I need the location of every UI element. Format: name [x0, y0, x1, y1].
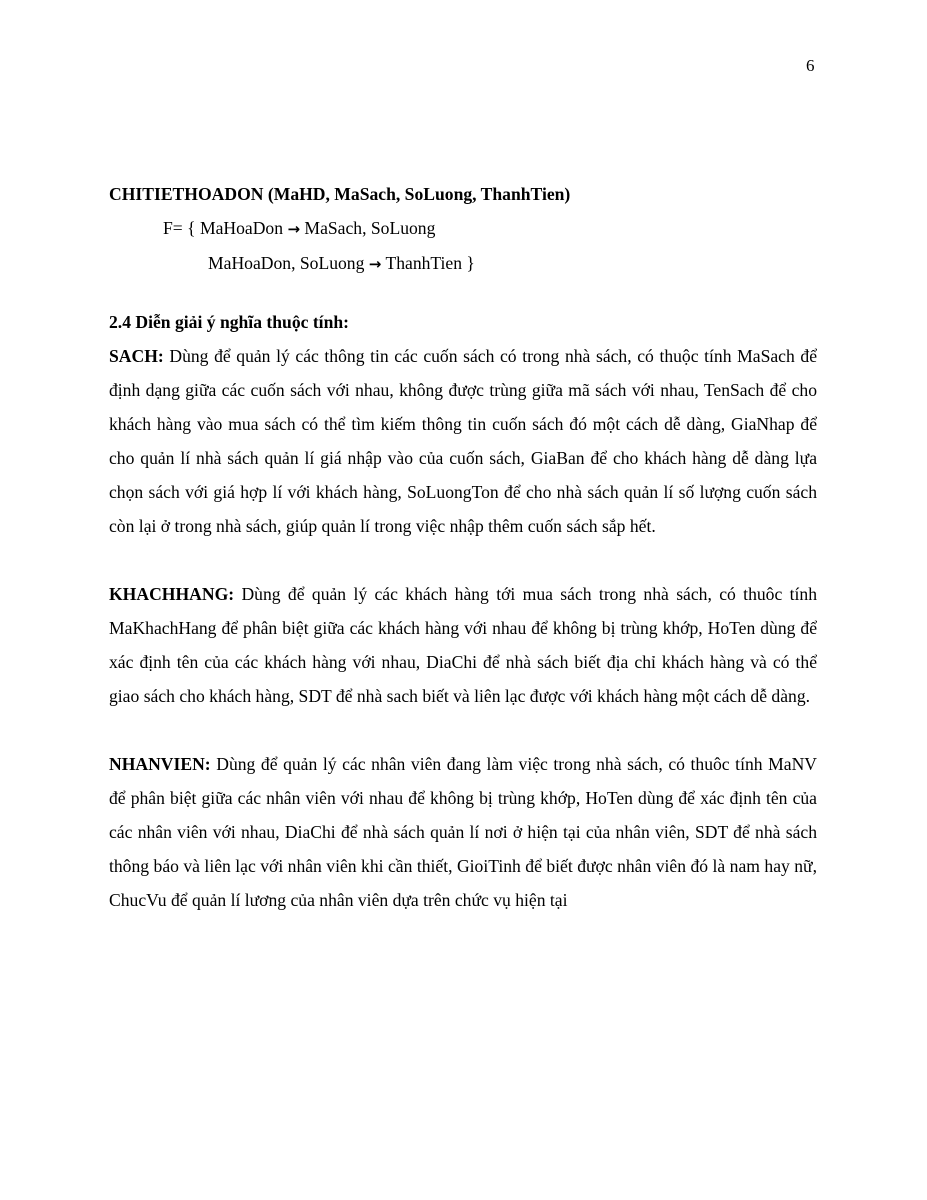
- page-number: 6: [806, 56, 815, 75]
- paragraph-sach: [109, 339, 817, 543]
- paragraph-term: KHACHHANG:: [109, 584, 235, 604]
- paragraph-spacer: [109, 543, 817, 577]
- functional-dependency-line-1: [109, 211, 817, 246]
- fd-lhs: MaHoaDon: [199, 218, 284, 238]
- fd-lhs: MaHoaDon, SoLuong: [208, 253, 365, 273]
- functional-dependency-line-2: [109, 246, 817, 281]
- schema-title: CHITIETHOADON (MaHD, MaSach, SoLuong, ThanhTien): [109, 184, 571, 204]
- paragraph-term: SACH:: [109, 346, 164, 366]
- document-body: [109, 177, 817, 917]
- right-arrow-icon: →: [287, 220, 301, 238]
- fd-rhs: ThanhTien }: [385, 253, 475, 273]
- paragraph-text: Dùng để quản lý các thông tin các cuốn sách có trong nhà sách, có thuộc tính MaSach để định dạng giữa các cuốn sách với nhau, không được trùng giữa mã sách với nhau, TenSach để cho khách hàng vào mua sách có thể tìm kiếm thông tin cuốn sách đó một cách dễ dàng, GiaNhap để cho quản lí nhà sách quản lí giá nhập vào của cuốn sách, GiaBan để cho khách hàng dễ dàng lựa chọn sách với giá hợp lí với khách hàng, SoLuongTon để cho nhà sách quản lí số lượng cuốn sách còn lại ở trong nhà sách, giúp quản lí trong việc nhập thêm cuốn sách sắp hết.: [109, 346, 817, 536]
- paragraph-text: Dùng để quản lý các khách hàng tới mua sách trong nhà sách, có thuôc tính MaKhachHang để phân biệt giữa các khách hàng với nhau để không bị trùng khớp, HoTen dùng để xác định tên của các khách hàng với nhau, DiaChi để nhà sách biết địa chỉ khách hàng và có thể giao sách cho khách hàng, SDT để nhà sach biết và liên lạc được với khách hàng một cách dễ dàng.: [109, 584, 817, 706]
- paragraph-khachhang: [109, 577, 817, 713]
- paragraph-text: Dùng để quản lý các nhân viên đang làm việc trong nhà sách, có thuôc tính MaNV để phân biệt giữa các nhân viên với nhau để không bị trùng khớp, HoTen dùng để xác định tên của các nhân viên với nhau, DiaChi để nhà sách quản lí nơi ở hiện tại của nhân viên, SDT để nhà sách thông báo và liên lạc với nhân viên khi cần thiết, GioiTinh để biết được nhân viên đó là nam hay nữ, ChucVu để quản lí lương của nhân viên dựa trên chức vụ hiện tại: [109, 754, 817, 910]
- section-heading: 2.4 Diễn giải ý nghĩa thuộc tính:: [109, 312, 349, 332]
- right-arrow-icon: →: [368, 255, 382, 273]
- fd-prefix: F= {: [163, 218, 200, 238]
- paragraph-term: NHANVIEN:: [109, 754, 211, 774]
- paragraph-spacer: [109, 713, 817, 747]
- paragraph-nhanvien: [109, 747, 817, 917]
- fd-rhs: MaSach, SoLuong: [304, 218, 436, 238]
